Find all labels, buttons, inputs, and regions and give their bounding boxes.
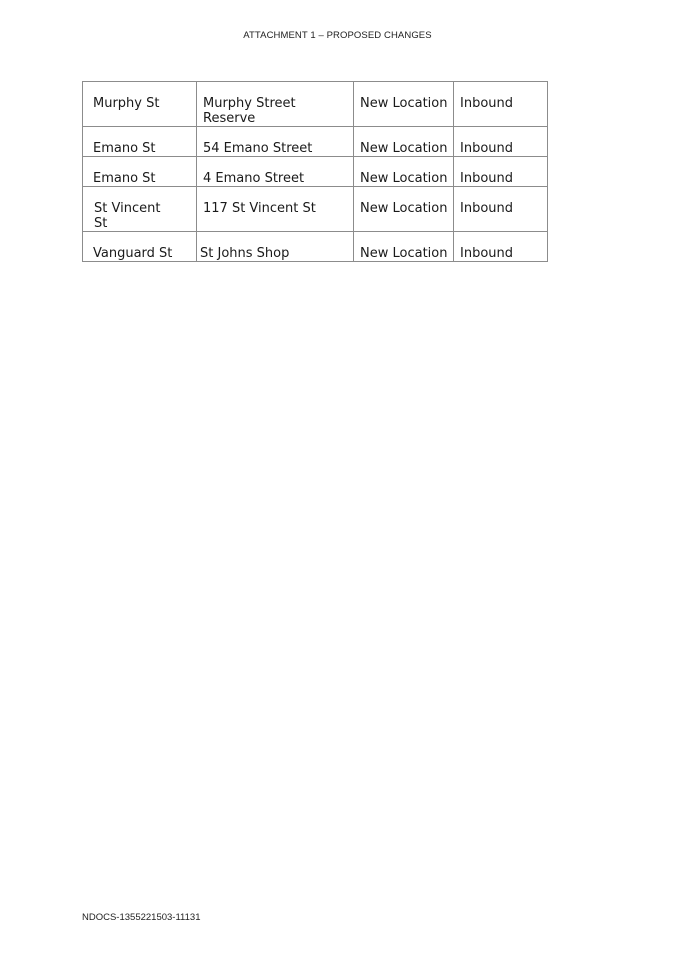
change-type-text: New Location — [360, 201, 448, 216]
table-row — [83, 127, 548, 157]
street-cell — [83, 157, 197, 187]
table-row — [83, 232, 548, 262]
location-cell — [197, 232, 354, 262]
proposed-changes-table — [82, 81, 548, 262]
location-text: 4 Emano Street — [203, 171, 305, 186]
direction-cell — [454, 187, 548, 232]
change-type-cell — [354, 157, 454, 187]
street-cell — [83, 82, 197, 127]
street-text: Emano St — [93, 141, 156, 156]
street-cell — [83, 187, 197, 232]
location-text: St Johns Shop — [200, 246, 290, 261]
street-text: Murphy St — [93, 96, 160, 111]
change-type-text: New Location — [360, 141, 448, 156]
direction-text: Inbound — [460, 171, 514, 186]
direction-cell — [454, 232, 548, 262]
change-type-text: New Location — [360, 171, 448, 186]
change-type-text: New Location — [360, 246, 448, 261]
street-text: St Vincent St — [94, 201, 161, 231]
street-text: Emano St — [93, 171, 156, 186]
direction-text: Inbound — [460, 201, 514, 216]
page-title: ATTACHMENT 1 – PROPOSED CHANGES — [243, 30, 432, 41]
location-text: Murphy Street Reserve — [203, 96, 296, 126]
document-reference: NDOCS-1355221503-11131 — [82, 912, 201, 923]
change-type-cell — [354, 127, 454, 157]
location-text: 54 Emano Street — [203, 141, 313, 156]
change-type-cell — [354, 232, 454, 262]
street-text: Vanguard St — [93, 246, 173, 261]
street-cell — [83, 127, 197, 157]
location-cell — [197, 187, 354, 232]
change-type-cell — [354, 187, 454, 232]
change-type-cell — [354, 82, 454, 127]
change-type-text: New Location — [360, 96, 448, 111]
direction-cell — [454, 82, 548, 127]
table-row — [83, 187, 548, 232]
direction-text: Inbound — [460, 141, 514, 156]
direction-cell — [454, 127, 548, 157]
location-text: 117 St Vincent St — [203, 201, 316, 216]
table-row — [83, 157, 548, 187]
direction-text: Inbound — [460, 246, 514, 261]
location-cell — [197, 127, 354, 157]
street-cell — [83, 232, 197, 262]
direction-text: Inbound — [460, 96, 514, 111]
location-cell — [197, 82, 354, 127]
location-cell — [197, 157, 354, 187]
direction-cell — [454, 157, 548, 187]
table-row — [83, 82, 548, 127]
